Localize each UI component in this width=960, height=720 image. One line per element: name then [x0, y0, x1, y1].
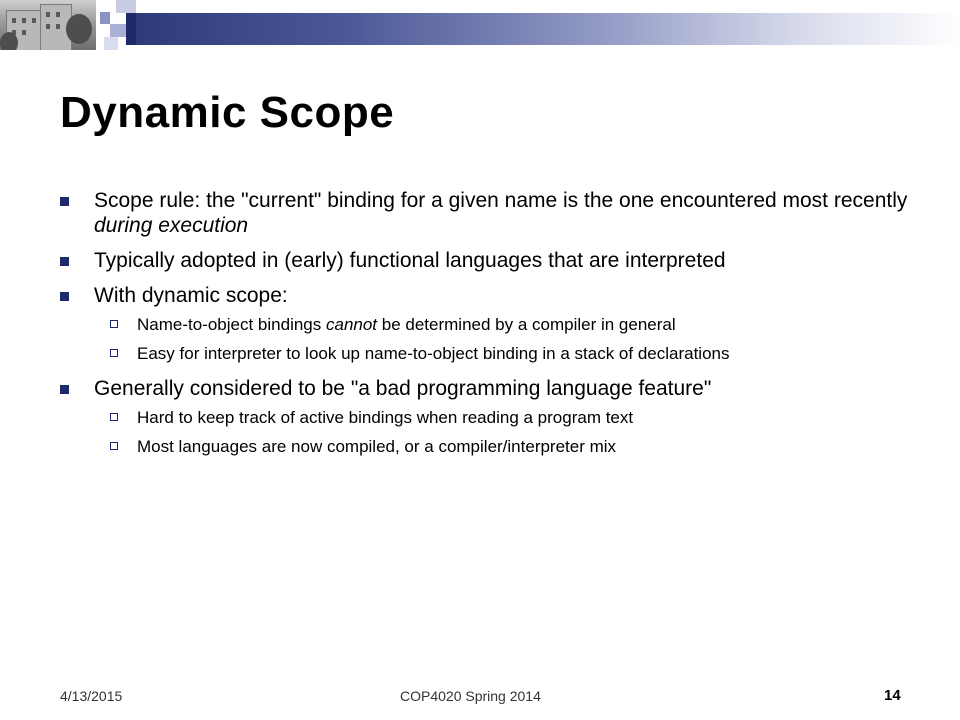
sub-bullet-item: Easy for interpreter to look up name-to-object binding in a stack of declarations [60, 343, 920, 364]
hollow-square-bullet-icon [110, 320, 118, 328]
decor-square [116, 0, 136, 13]
slide-number: 14 [884, 687, 901, 704]
campus-building-image [0, 0, 96, 50]
footer-course: COP4020 Spring 2014 [400, 688, 541, 704]
slide-title: Dynamic Scope [60, 88, 395, 137]
hollow-square-bullet-icon [110, 349, 118, 357]
hollow-square-bullet-icon [110, 413, 118, 421]
bullet-item: With dynamic scope: [60, 283, 920, 308]
square-bullet-icon [60, 292, 69, 301]
sub-bullet-item: Most languages are now compiled, or a compiler/interpreter mix [60, 436, 920, 457]
header-band [0, 0, 960, 50]
footer-date: 4/13/2015 [60, 688, 123, 704]
decor-square [126, 13, 136, 45]
decor-square [110, 24, 126, 37]
square-bullet-icon [60, 257, 69, 266]
bullet-item: Typically adopted in (early) functional languages that are interpreted [60, 248, 920, 273]
sub-bullet-item: Hard to keep track of active bindings when reading a program text [60, 407, 920, 428]
sub-bullet-item: Name-to-object bindings cannot be determined by a compiler in general [60, 314, 920, 335]
header-gradient-bar [136, 13, 960, 45]
square-bullet-icon [60, 385, 69, 394]
bullet-list [60, 188, 920, 465]
hollow-square-bullet-icon [110, 442, 118, 450]
decor-square [100, 12, 110, 24]
decor-square [104, 37, 118, 50]
bullet-item: Scope rule: the "current" binding for a given name is the one encountered most recently during execution [60, 188, 920, 238]
square-bullet-icon [60, 197, 69, 206]
bullet-item: Generally considered to be "a bad programming language feature" [60, 376, 920, 401]
